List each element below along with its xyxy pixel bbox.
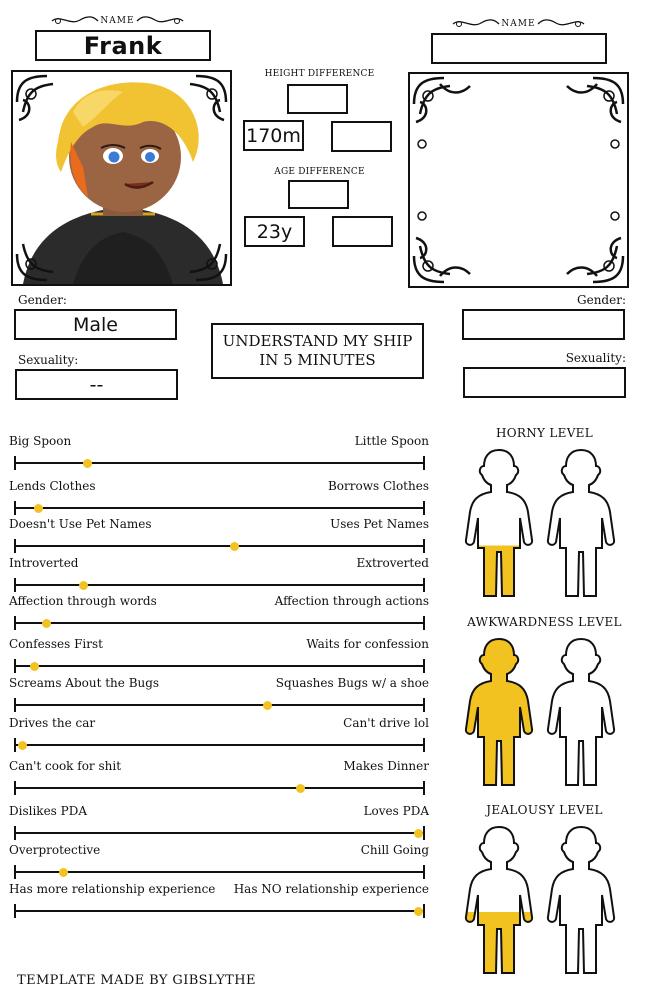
banner-line-2: IN 5 MINUTES xyxy=(259,351,376,369)
age-top-field[interactable] xyxy=(288,180,349,209)
slider-handle[interactable] xyxy=(83,459,92,468)
slider-handle[interactable] xyxy=(59,868,68,877)
left-gender-field[interactable] xyxy=(14,309,177,340)
left-sexuality-label: Sexuality: xyxy=(18,353,79,367)
height-left-field[interactable] xyxy=(243,120,304,151)
slider-left-label: Lends Clothes xyxy=(9,479,96,493)
slider-track[interactable] xyxy=(14,462,423,464)
slider-handle[interactable] xyxy=(414,829,423,838)
figure-left-outline xyxy=(466,827,532,973)
slider-start-tick xyxy=(14,826,16,840)
slider-track[interactable] xyxy=(14,545,423,547)
slider-left-label: Affection through words xyxy=(9,594,157,608)
slider-left-label: Screams About the Bugs xyxy=(9,676,160,690)
slider-handle[interactable] xyxy=(79,581,88,590)
age-right-field[interactable] xyxy=(332,216,393,247)
slider-end-tick xyxy=(423,501,425,515)
slider-left-label: Dislikes PDA xyxy=(9,804,87,818)
template-credit: TEMPLATE MADE BY GIBSLYTHE xyxy=(17,973,256,988)
age-left-field[interactable] xyxy=(244,216,305,247)
right-sexuality-label: Sexuality: xyxy=(565,351,626,365)
slider-track[interactable] xyxy=(14,910,423,912)
slider-start-tick xyxy=(14,456,16,470)
level-figures xyxy=(460,637,630,789)
slider-left-label: Confesses First xyxy=(9,637,103,651)
height-top-field[interactable] xyxy=(287,84,348,114)
character-portrait xyxy=(13,72,230,284)
slider-handle[interactable] xyxy=(296,784,305,793)
left-portrait-frame xyxy=(11,70,232,286)
left-name-label: NAME xyxy=(100,16,135,26)
slider-track[interactable] xyxy=(14,584,423,586)
slider-end-tick xyxy=(423,616,425,630)
slider-left-label: Introverted xyxy=(9,556,79,570)
slider-right-label: Loves PDA xyxy=(363,804,429,818)
age-left-value: 23y xyxy=(256,220,293,243)
slider-end-tick xyxy=(423,904,425,918)
right-sexuality-field[interactable] xyxy=(463,367,626,398)
left-name-value: Frank xyxy=(83,31,163,60)
slider-end-tick xyxy=(423,865,425,879)
level-fill xyxy=(464,546,534,599)
level-title: AWKWARDNESS LEVEL xyxy=(467,615,622,629)
slider-right-label: Extroverted xyxy=(356,556,429,570)
slider-end-tick xyxy=(423,539,425,553)
slider-right-label: Borrows Clothes xyxy=(327,479,429,493)
slider-start-tick xyxy=(14,578,16,592)
slider-end-tick xyxy=(423,738,425,752)
age-difference-label: AGE DIFFERENCE xyxy=(274,167,365,177)
slider-left-label: Big Spoon xyxy=(9,434,72,448)
height-difference-label: HEIGHT DIFFERENCE xyxy=(264,69,375,79)
slider-right-label: Can't drive lol xyxy=(343,716,429,730)
slider-track[interactable] xyxy=(14,871,423,873)
slider-left-label: Doesn't Use Pet Names xyxy=(9,517,152,531)
slider-track[interactable] xyxy=(14,832,423,834)
left-gender-label: Gender: xyxy=(18,293,67,307)
slider-left-label: Drives the car xyxy=(9,716,96,730)
figure-left-outline xyxy=(466,450,532,596)
slider-left-label: Overprotective xyxy=(9,843,101,857)
slider-start-tick xyxy=(14,781,16,795)
slider-end-tick xyxy=(423,826,425,840)
slider-start-tick xyxy=(14,659,16,673)
height-right-field[interactable] xyxy=(331,121,392,152)
slider-end-tick xyxy=(423,781,425,795)
slider-right-label: Squashes Bugs w/ a shoe xyxy=(275,676,429,690)
level-fill xyxy=(464,637,534,787)
slider-handle[interactable] xyxy=(263,701,272,710)
level-figures xyxy=(460,448,630,600)
slider-track[interactable] xyxy=(14,787,423,789)
slider-right-label: Chill Going xyxy=(360,843,429,857)
slider-end-tick xyxy=(423,456,425,470)
banner-line-1: UNDERSTAND MY SHIP xyxy=(222,332,413,350)
slider-track[interactable] xyxy=(14,622,423,624)
figure-right-outline xyxy=(548,827,614,973)
slider-right-label: Affection through actions xyxy=(274,594,429,608)
slider-start-tick xyxy=(14,865,16,879)
slider-handle[interactable] xyxy=(30,662,39,671)
left-name-field[interactable] xyxy=(35,30,211,61)
level-fill xyxy=(464,912,534,975)
slider-right-label: Has NO relationship experience xyxy=(233,882,429,896)
slider-start-tick xyxy=(14,698,16,712)
slider-handle[interactable] xyxy=(18,741,27,750)
slider-start-tick xyxy=(14,501,16,515)
left-sexuality-field[interactable] xyxy=(15,369,178,400)
right-gender-field[interactable] xyxy=(462,309,625,340)
left-gender-value: Male xyxy=(72,313,118,336)
right-gender-label: Gender: xyxy=(577,293,626,307)
right-name-field[interactable] xyxy=(431,33,607,64)
slider-track[interactable] xyxy=(14,744,423,746)
slider-handle[interactable] xyxy=(42,619,51,628)
slider-handle[interactable] xyxy=(34,504,43,513)
slider-end-tick xyxy=(423,578,425,592)
right-name-label: NAME xyxy=(501,19,536,29)
slider-right-label: Makes Dinner xyxy=(343,759,429,773)
slider-track[interactable] xyxy=(14,507,423,509)
slider-start-tick xyxy=(14,738,16,752)
right-portrait-frame[interactable] xyxy=(408,72,629,288)
slider-handle[interactable] xyxy=(230,542,239,551)
level-title: JEALOUSY LEVEL xyxy=(486,803,603,817)
level-title: HORNY LEVEL xyxy=(496,426,593,440)
slider-left-label: Has more relationship experience xyxy=(9,882,216,896)
figure-right-outline xyxy=(548,450,614,596)
slider-right-label: Waits for confession xyxy=(306,637,429,651)
left-sexuality-value: -- xyxy=(89,373,104,396)
slider-end-tick xyxy=(423,698,425,712)
slider-start-tick xyxy=(14,904,16,918)
slider-track[interactable] xyxy=(14,704,423,706)
slider-end-tick xyxy=(423,659,425,673)
ship-banner xyxy=(211,323,424,379)
slider-right-label: Uses Pet Names xyxy=(330,517,429,531)
empty-portrait-ornament xyxy=(410,74,627,286)
slider-start-tick xyxy=(14,616,16,630)
slider-handle[interactable] xyxy=(414,907,423,916)
height-left-value: 170m xyxy=(246,124,301,147)
slider-left-label: Can't cook for shit xyxy=(9,759,122,773)
slider-start-tick xyxy=(14,539,16,553)
figure-right-outline xyxy=(548,639,614,785)
slider-right-label: Little Spoon xyxy=(354,434,429,448)
level-figures xyxy=(460,825,630,977)
slider-track[interactable] xyxy=(14,665,423,667)
